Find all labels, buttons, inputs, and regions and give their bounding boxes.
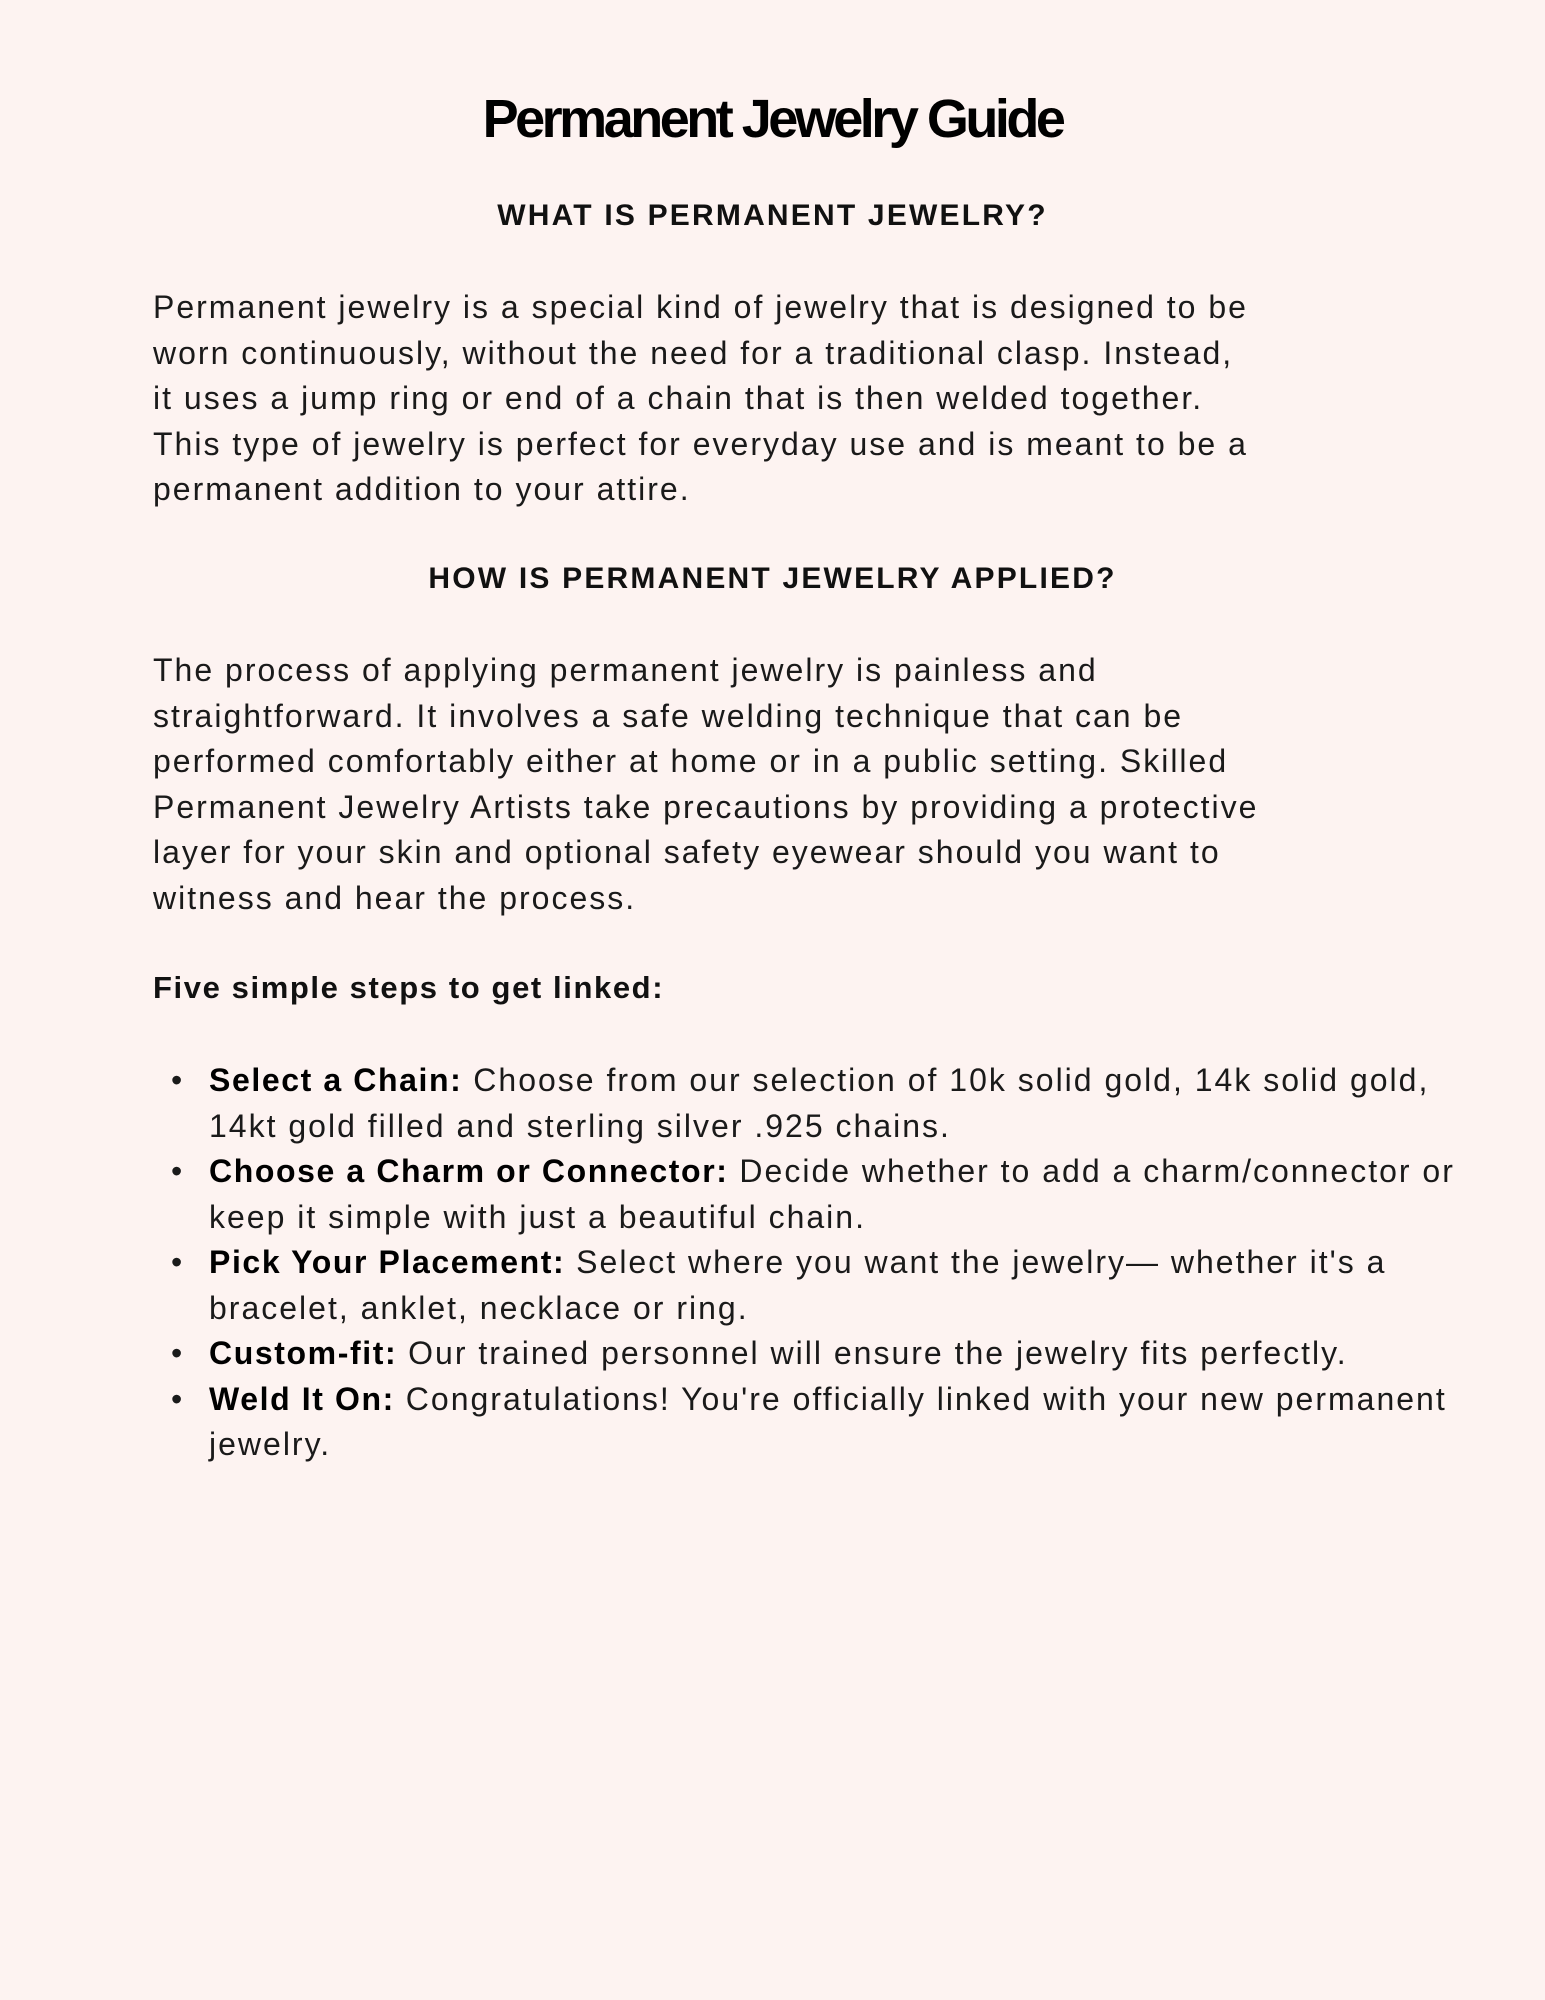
paragraph-line: layer for your skin and optional safety eyewear should you want to <box>153 834 1221 870</box>
list-item <box>171 1149 1459 1240</box>
paragraph-line: Permanent Jewelry Artists take precautions by providing a protective <box>153 788 1259 825</box>
section-heading-how-applied: HOW IS PERMANENT JEWELRY APPLIED? <box>428 562 1117 595</box>
step-text: Congratulations! You're officially linked with your new permanent jewelry. <box>209 1380 1447 1462</box>
paragraph-line: straightforward. It involves a safe welding technique that can be <box>153 697 1184 734</box>
section-heading-what-is: WHAT IS PERMANENT JEWELRY? <box>497 199 1048 232</box>
step-text: Select where you want the jewelry— whether it's a bracelet, anklet, necklace or ring. <box>209 1244 1387 1326</box>
step-text: Our trained personnel will ensure the jewelry fits perfectly. <box>397 1335 1348 1371</box>
bullet-icon: • <box>171 1062 185 1098</box>
step-label: Choose a Charm or Connector: <box>209 1153 729 1189</box>
step-text: Decide whether to add a charm/connector or keep it simple with just a beautiful chain. <box>209 1153 1455 1235</box>
paragraph-line: permanent addition to your attire. <box>153 471 691 507</box>
step-label: Custom-fit: <box>209 1335 398 1371</box>
paragraph-line: The process of applying permanent jewelry is painless and <box>153 652 1098 688</box>
section-paragraph-how-applied <box>153 648 1413 921</box>
list-item <box>171 1331 1459 1377</box>
paragraph-line: performed comfortably either at home or in a public setting. Skilled <box>153 743 1229 779</box>
step-label: Select a Chain: <box>209 1062 463 1098</box>
step-text: Choose from our selection of 10k solid gold, 14k solid gold, 14kt gold filled and sterling silver .925 chains. <box>209 1062 1430 1144</box>
paragraph-line: worn continuously, without the need for a traditional clasp. Instead, <box>153 334 1234 371</box>
steps-heading: Five simple steps to get linked: <box>153 970 665 1005</box>
step-label: Pick Your Placement: <box>209 1244 566 1280</box>
section-paragraph-what-is <box>153 285 1413 513</box>
bullet-icon: • <box>171 1244 185 1280</box>
bullet-icon: • <box>171 1380 185 1417</box>
list-item <box>171 1377 1459 1468</box>
page-title: Permanent Jewelry Guide <box>482 89 1063 149</box>
bullet-icon: • <box>171 1335 185 1371</box>
paragraph-line: it uses a jump ring or end of a chain that is then welded together. <box>153 380 1204 416</box>
paragraph-line: This type of jewelry is perfect for everyday use and is meant to be a <box>153 425 1248 462</box>
step-label: Weld It On: <box>209 1380 395 1417</box>
list-item <box>171 1240 1459 1331</box>
list-item <box>171 1058 1459 1149</box>
steps-list <box>153 1058 1459 1468</box>
paragraph-line: Permanent jewelry is a special kind of jewelry that is designed to be <box>153 289 1248 325</box>
bullet-icon: • <box>171 1153 185 1189</box>
paragraph-line: witness and hear the process. <box>153 879 637 916</box>
